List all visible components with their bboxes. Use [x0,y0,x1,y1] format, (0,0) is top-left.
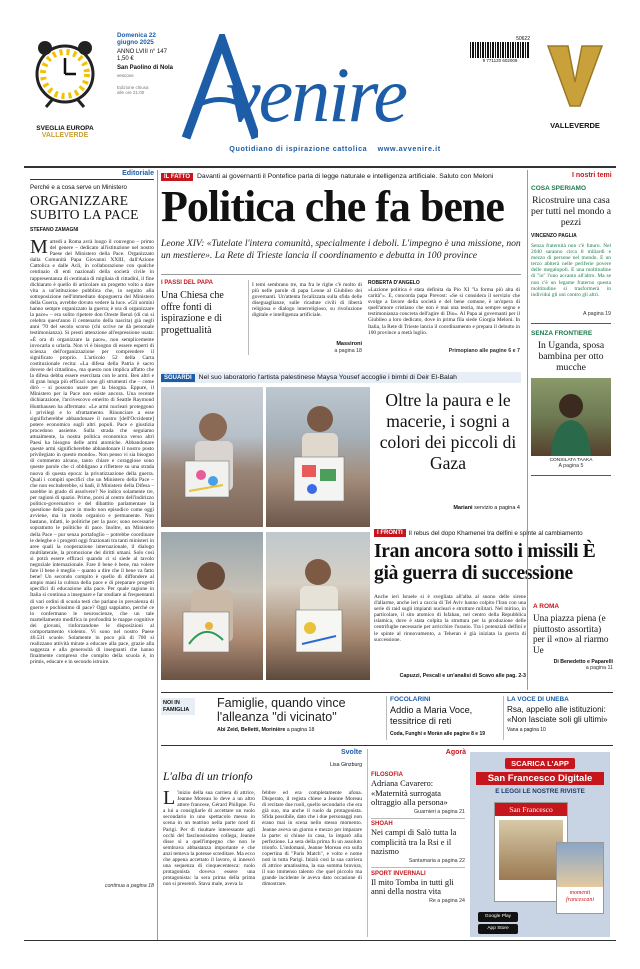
barcode [470,36,530,66]
child-painting-icon [266,387,370,527]
logo-text: venire [226,51,406,138]
agora-column [371,772,465,937]
main-col1-text: I temi sembrano tre, ma fra le righe c'è molto di più nelle parole di papa Leone al Giubileo dei governanti. Un'attenta focalizzata sulla sfida delle diseguaglianze, sulle ricadute civili di libertà religiosa e dialogo interreligioso, su rivoluzione digitale e intelligenza artificiale. [252,282,362,319]
agora-a-head: FILOSOFIA [371,772,403,778]
sidebar-s1-body: Senza fraternità non c'è futuro. Nel 2040 saranno circa 8 miliardi e mezzo di persone nel mondo. E un terzo abiterà nelle periferie povere delle megalopoli. E una moltitudine di "io" l'uno accanto all'altro. Ma se non c'è un legame fraterno questa moltitudine si trasformerà in individui gli uni contro gli altri. [531,243,611,298]
main-col2-ref[interactable]: Primopiano alle pagine 6 e 7 [448,348,520,354]
uneba-box [507,696,615,740]
editorial-title[interactable]: ORGANIZZARE SUBITO LA PACE [30,193,139,222]
google-play-label: Google Play [484,914,512,919]
sidebar-s1-head: COSA SPERIAMO [531,185,587,192]
agora-a-ref[interactable]: Guarnieri a pagina 21 [414,808,465,815]
main-rule [161,274,521,275]
google-play-button[interactable] [478,912,518,922]
agora-divider [367,749,368,937]
app-store-button[interactable] [478,924,518,934]
main-col1-ref[interactable]: a pagina 18 [334,348,362,354]
svolte-rule [161,745,613,746]
roma-box [533,603,613,683]
gaza-ref[interactable]: servizio a pagina 4 [474,505,520,511]
family-byline [217,727,387,733]
barcode-bars [470,42,530,58]
alarm-clock-icon [30,36,100,108]
gaza-byline [376,505,520,511]
issue-price: 1,50 € [117,56,134,62]
family-ref[interactable]: a pagina 18 [286,727,315,733]
editorial-continue[interactable]: continua a pagina 18 [104,883,154,889]
sidebar-s1-author: VINCENZO PAGLIA [531,233,577,239]
page-bottom-rule [24,940,616,941]
masthead-rule [24,166,616,168]
sidebar-s2-title[interactable]: In Uganda, sposa bambina per otto mucche [537,340,605,373]
barcode-top: 50622 [516,36,530,42]
woman-portrait-icon [531,378,611,456]
main-col1-author: Massironi [336,341,362,347]
saint-subtitle: vescovo [117,73,134,78]
gaza-bar [161,372,521,383]
agora-b-ref[interactable]: Santamaria a pagina 22 [408,858,465,865]
svolte-title[interactable]: L'alba di un trionfo [163,771,253,783]
gaza-photo-1[interactable] [161,387,263,527]
issue-number: ANNO LVIII n° 147 [117,49,167,55]
svolte-author: Lisa Ginzburg [329,762,362,768]
right-ad[interactable] [540,36,610,140]
gaza-author: Mariani [453,505,473,511]
edition-note: Edizione chiusa alle ore 21.00 [117,85,149,95]
bottom-divider-1 [386,696,387,740]
iran-headline[interactable]: Iran ancora sotto i missili È già guerra di successione [374,541,596,584]
valleverde-v-icon [540,36,610,114]
sidebar-s1-ref[interactable]: A pagina 19 [583,311,611,317]
left-ad[interactable] [30,36,100,140]
main-col2-text: «Lazione politica è stata definita da Pio XI "la forma più alta di carità"». E, concorda papa Prevost: «Se si considera il servizio che svolge a favore della società e del bene comune, è un'opera di quell'amore cristiano che non è mai una teoria, ma sempre segno e testimonianza concreta dell'agire di Dio». Al Papa ai governanti per il Giubileo a loro dedicato, dove in prima fila siede Giorgia Meloni. In Italia, la Rete di Trieste lancia il coordinamento e prepara il debutto in 100 province a metà luglio. [368,287,520,336]
main-subhead: Leone XIV: «Tutelate l'intera comunità, specialmente i deboli. L'impegno è una missione, non un mestiere». La Rete di Trieste lancia il coordinamento e debutta in 100 province [161,238,521,261]
app-ad-line3: E LEGGI LE NOSTRE RIVISTE [495,788,585,795]
app-ad-line2: San Francesco Digitale [476,772,604,785]
family-tag: NOI IN FAMIGLIA [161,698,195,715]
svolte-col2 [262,790,362,935]
editorial-column [30,170,154,940]
barcode-number: 9 771120 602009 [482,58,518,63]
gaza-photo-2[interactable] [266,387,370,527]
focolarini-title[interactable]: Addio a Maria Voce, tessitrice di reti [390,705,473,726]
child-drawing-icon [161,387,263,527]
app-store-label: App Store [487,926,509,931]
editorial-author: STEFANO ZAMAGNI [30,227,79,233]
magazine-2-image [557,843,603,887]
agora-b-title[interactable]: Nei campi di Salò tutta la complicità tra la Rsi e il nazismo [371,828,457,857]
uneba-title[interactable]: Rsa, appello alle istituzioni: «Non lasciate soli gli ultimi» [507,705,608,724]
masthead-logo[interactable] [178,40,478,152]
family-authors: Abi Zeid, Belletti, Morinière [217,727,286,733]
uneba-head: LA VOCE DI UNEBA [507,696,569,703]
app-ad[interactable] [470,752,610,937]
gaza-bar-text: Nel suo laboratorio l'artista palestinese Maysa Yousef accoglie i bimbi di Deir El-Balah [198,374,457,381]
sidebar-tag: I nostri temi [572,172,612,179]
sidebar-s3-title[interactable]: Una piazza piena (e piuttosto assortita) per il «no» al riarmo Ue [533,613,609,655]
iran-authors[interactable]: Capuzzi, Pescali e un'analisi di Scavo alle pag. 2-3 [399,673,526,679]
iran-body-text: Anche ieri Israele si è svegliata all'alba al suono delle sirene d'allarme, anche ieri a caccia di Tel Aviv hanno colpito l'Iran con una serie di raid sugli impianti nucleari e strutture militari. Nel mirino, in particolare, il sito atomico di Isfahan, nel centro della Repubblica islamica, dove è stata colpita la struttura per la produzione delle centrifughe necessarie per arricchire l'uranio. Tra i potenziali delfini e le spinte al rinnovamento, a Teheran è già iniziata la guerra di successione. [374,594,526,643]
main-col2-author: ROBERTA D'ANGELO [368,280,420,286]
issue-date: Domenica 22 giugno 2025 [117,32,156,46]
svolte-col2-text: febbre ed era completamente afona. Disperato, il regista chiese a Jeanne Moreau di recitare due ruoli, quello secondario che era già suo, ma anche il ruolo da protagonista. Sfida possibile, dato che i due personaggi non erano mai in scena nello stesso momento. Jeanne aveva un giorno e mezzo per imparare la parte: si chiuse in casa, la imparò alla perfezione. La sera della prima fu un assoluto trionfo. L'indomani, Jeanne Moreau era sulla copertina di "Paris Match", e volto e nome noti in tutta Parigi. Iniziò così la sua carriera di attrice amatissima, la sua somma bravura, il suo immenso talento che quel piccolo ma grande incidente le aveva dato occasione di dimostrare. [262,790,362,888]
gaza-photo-4[interactable] [266,532,370,680]
sidebar-s3-author: Di Benedetto e Paparelli [553,659,613,666]
main-headline[interactable]: Politica che fa bene [161,182,504,231]
bottom-divider-2 [503,696,504,740]
app-ad-line1: SCARICA L'APP [505,758,575,769]
magazine-title: San Francesco [495,803,567,816]
magazine-2-title: momenti francescani [566,890,594,903]
agora-c-head: SPORT INVERNALI [371,870,426,877]
gaza-tag: SGUARDI [161,374,195,382]
svolte-col1-text: 'inizio della sua carriera di attrice, Jeanne Moreau lo deve a un altro attore francese, Gérard Philippe. Fu a lui a consigliarle di accettare un ruolo secondario in uno spettacolo messo in scena in un teatrino nella parte nord di Parigi. Per di risultare interessante agli occhi del fascinosissimo collega, Jeanne disse sì a quell'impegno che non le sembrava abbastanza importante e che anzi temeva la potesse screditare. Ma ecco che appena accettato il lavoro, si innescò una sequenza di cinquecentesca: ruolo protagonista doveva essere una protagonista: la sera prima della prima non si presentò. Stava male, aveva la [163,790,255,888]
masthead [0,0,640,170]
left-ad-line1: SVEGLIA EUROPA [36,125,94,132]
right-ad-brand: VALLEVERDE [550,121,600,130]
editorial-text: artedì a Roma avrà luogo il convegno – primo del genere – dedicato all'istituzione nel nostro Paese del Ministero della Pace. Organizzato dalla Comunità Papa Giovanni XXIII, dall'Azione Cattolica e dalle Acli, in collaborazione con qualche centinaio di enti nazionali della società civile in rappresentanza di centinaia di migliaia di cittadini, il fine dichiarato è quello di articolare un progetto volto a dare vita a un'istituzione pubblica che, in seguito alla sottoposizione nell'immediato dopoguerra del Ministero della Guerra, avrebbe dovuto vedere la luce. «Gli uomini hanno sempre organizzato la guerra; è ora di organizzare la pace» – era solito ripetere don Oreste Benzi (di cui si celebra quest'anno il centenario della nascita) già negli anni '70 del secolo scorso (chi scrive ne dà personale testimonianza). Si presti attenzione all'espressione usata: «È ora di organizzare la pace», non semplicemente invocarla o urlarla. Non vi è bisogno di essere esperti di scienza dell'organizzazione per comprendere il significato proprio. L'articolo 52 della Carta costituzionale recita: «La difesa della Patria è sacro dovere del cittadino», ma questo non implica affatto che la difesa debba essere esercitata con le armi. Ben altri e di gran lunga più efficaci sono gli strumenti che – come dirò – si possono usare per la bisogna. Eppure, il Ministero per la Pace non esiste ancora. Una recente dichiarazione, l'arcivescovo emerito di Seattle Raymond Hunthausen ha affermato: «Le armi nucleari proteggono i privilegi e lo sfruttamento. Rinunciare a esse significherebbe abbandonare il nostro [dell'Occidente] potere economico sugli altri popoli. Pace e giustizia procedono assieme. Sulla strada che seguiamo attualmente, la nostra politica economica verso altri Paesi ha bisogno delle armi atomiche. Abbandonare queste armi significherebbe abbandonare il nostro posto privilegiato in questo mondo». Non penso vi sia bisogno di commento alcuno, tanto chiare e coraggiose sono queste parole che ci obbligano a riflettere su una strada nuova di questa epoca: la privatizzazione della guerra. Quali i compiti specifici che un Ministero della Pace – che non escluderebbe, si badi, il Ministero della Difesa – sarebbe in grado di assolvere? Ne indico solamente tre, per ragioni di spazio. Primo, porsi al centro dell'indirizzo politico-governativo e del dibattito parlamentare la questione della pace in modo non episodico come oggi avviene, ma in modo organico e permanente. Non bastano, infatti, le politiche per la pace; sono necessarie soprattutto le politiche di pace. Inoltre, un Ministero della Pace – pur senza portafoglio – potrebbe coordinare le deleghe e i progetti oggi frazionati tra tanti ministeri in aree quali la cooperazione internazionale, il dialogo multilaterale, la promozione dei diritti umani. Solo così si potrà essere efficaci quando ci si siede al tavolo negoziale internazionale. Fare il bene è bene, ma volere fare il bene è meglio – quanto a dire che il bene va fatto bene! Un secondo compito è quello di diffondere al ampio mani la cultura della pace e di preparare progetti specifici di educazione alla pace. Per quale ragione in Italia si continua a insegnare e far studiare ai frequentanti di vari ordini di scuola testi che parlano in prevalenza di guerre e pochissimo di pace? Oggi sappiamo, perché ce lo confermano le neuroscienze, che un tale martellamento modifica in profondità le mappe cognitive dei giovani, rinforzandone le disposizioni al comportamento violento. Vi sono nel nostro Paese 40.531 scuole. Solamente in poco più di 700 si realizzano attività mirate a educare alla pace, grazie alla saggezza e alla generosità di insegnanti che hanno finalmente compreso che compito della scuola è, in primis, educare e in secondo istruire. [30,239,154,666]
sidebar-divider [527,170,528,690]
focolarini-ref[interactable]: Coda, Funghi e Moràn alle pagine 8 e 19 [390,731,486,737]
svolte-section: Svolte [340,749,362,756]
gaza-headline[interactable]: Oltre la paura e le macerie, i sogni a colori dei piccoli di Gaza [379,390,517,473]
saint-of-day: San Paolino di Nola [117,65,174,71]
editorial-section: Editoriale [122,170,154,177]
magazine-cover-2 [556,842,604,914]
passi-divider [248,280,249,355]
sidebar-s2-caption: CONSILATA TAAKA [549,458,593,463]
sidebar-s3-ref[interactable]: a pagina 11 [585,665,613,672]
left-ad-line2: VALLEVERDE [41,132,89,139]
sidebar-s2-photo[interactable] [531,378,611,456]
agora-c-ref[interactable]: Re a pagina 24 [429,897,465,904]
gaza-photo-3[interactable] [161,532,263,680]
agora-section: Agorà [445,749,466,756]
main-col1 [252,282,362,340]
top-bar [161,171,521,182]
agora-a-title[interactable]: Adriana Cavarero: «Maternità surrogata oltraggio alla persona» [371,779,448,808]
sidebar-s2-head: SENZA FRONTIERE [531,330,593,337]
passi-box [161,280,245,350]
main-col2 [368,287,520,347]
editorial-kicker: Perché e a cosa serve un Ministero [30,184,127,191]
svolte-col1 [163,790,255,935]
uneba-ref[interactable]: Vana a pagina 10 [507,726,546,733]
child-drawing-2-icon [161,532,263,680]
iran-body [374,594,526,670]
date-block [117,32,177,95]
child-painting-2-icon [266,532,370,680]
agora-c-title[interactable]: Il mito Tomba in tutti gli anni della nostra vita [371,877,454,897]
sidebar-s3-head: A ROMA [533,603,560,610]
iran-tag: I FRONTI [374,529,406,537]
top-bar-text: Davanti ai governanti il Pontefice parla di legge naturale e intelligenza artificiale. Saluto con Meloni [197,173,494,180]
top-bar-tag: IL FATTO [161,173,193,181]
editorial-dropcap: M [30,239,48,258]
focolarini-head: FOCOLARINI [390,696,431,703]
masthead-tagline: Quotidiano di ispirazione cattolica www.avvenire.it [229,144,441,153]
family-title[interactable]: Famiglie, quando vince l'alleanza "di vicinato" [217,696,346,724]
passi-tag: I PASSI DEL PAPA [161,280,213,286]
iran-bar-text: Il rebus del dopo Khamenei tra delfini e spinte al cambiamento [408,529,583,537]
sidebar-s1-title[interactable]: Ricostruire una casa per tutti nel mondo a pezzi [531,195,611,228]
sidebar-s2-ref[interactable]: A pagina 5 [558,463,584,469]
focolarini-box [390,696,502,740]
family-box [161,696,381,740]
magazine-image [499,820,563,880]
editorial-body [30,239,154,879]
passi-title[interactable]: Una Chiesa che offre fonti di ispirazione e di progettualità [161,290,224,336]
bottom-row-rule [161,692,613,693]
svolte-dropcap: L [163,790,176,809]
agora-b-head: SHOAH [371,821,393,828]
editorial-divider [157,170,158,940]
